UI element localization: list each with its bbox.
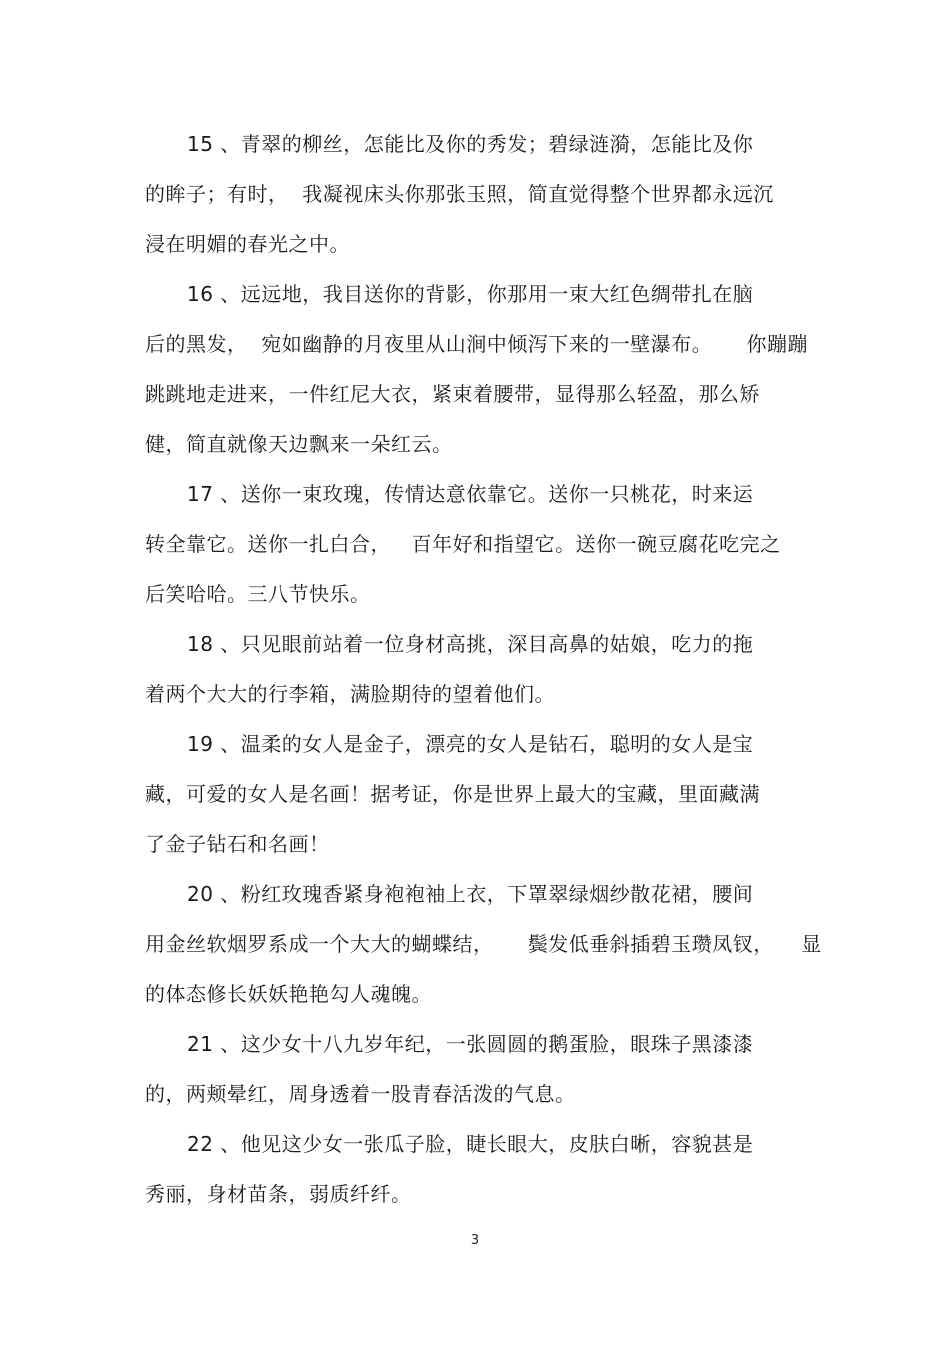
paragraph-15-line-3: 浸在明媚的春光之中。 [145,232,350,256]
paragraph-16-line-4: 健，简直就像天边飘来一朵红云。 [145,432,453,456]
paragraph-16-line-1: 16 、远远地，我目送你的背影，你那用一束大红色绸带扎在脑 [187,282,754,306]
paragraph-21-line-2: 的，两颊晕红，周身透着一股青春活泼的气息。 [145,1082,576,1106]
paragraph-16-line-2: 后的黑发， 宛如幽静的月夜里从山涧中倾泻下来的一壁瀑布。 你蹦蹦 [145,332,809,356]
paragraph-19-line-1: 19 、温柔的女人是金子，漂亮的女人是钻石，聪明的女人是宝 [187,732,754,756]
paragraph-18-line-1: 18 、只见眼前站着一位身材高挑，深目高鼻的姑娘，吃力的拖 [187,632,754,656]
paragraph-18-line-2: 着两个大大的行李箱，满脸期待的望着他们。 [145,682,555,706]
paragraph-17-line-2: 转全靠它。送你一扎白合， 百年好和指望它。送你一碗豆腐花吃完之 [145,532,781,556]
paragraph-15-line-2: 的眸子；有时， 我凝视床头你那张玉照，简直觉得整个世界都永远沉 [145,182,774,206]
paragraph-20-line-2: 用金丝软烟罗系成一个大大的蝴蝶结， 鬓发低垂斜插碧玉瓒凤钗， 显 [145,932,822,956]
paragraph-17-line-1: 17 、送你一束玫瑰，传情达意依靠它。送你一只桃花，时来运 [187,482,754,506]
paragraph-17-line-3: 后笑哈哈。三八节快乐。 [145,582,371,606]
paragraph-22-line-1: 22 、他见这少女一张瓜子脸，睫长眼大，皮肤白晰，容貌甚是 [187,1132,754,1156]
paragraph-16-line-3: 跳跳地走进来，一件红尼大衣，紧束着腰带，显得那么轻盈，那么矫 [145,382,760,406]
paragraph-21-line-1: 21 、这少女十八九岁年纪，一张圆圆的鹅蛋脸，眼珠子黑漆漆 [187,1032,754,1056]
paragraph-19-line-2: 藏，可爱的女人是名画！据考证，你是世界上最大的宝藏，里面藏满 [145,782,760,806]
paragraph-22-line-2: 秀丽，身材苗条，弱质纤纤。 [145,1182,412,1206]
paragraph-15-line-1: 15 、青翠的柳丝，怎能比及你的秀发；碧绿涟漪，怎能比及你 [187,132,754,156]
page-number: 3 [470,1233,480,1248]
paragraph-20-line-1: 20 、粉红玫瑰香紧身袍袍袖上衣，下罩翠绿烟纱散花裙，腰间 [187,882,754,906]
paragraph-19-line-3: 了金子钻石和名画！ [145,832,330,856]
paragraph-20-line-3: 的体态修长妖妖艳艳勾人魂魄。 [145,982,432,1006]
